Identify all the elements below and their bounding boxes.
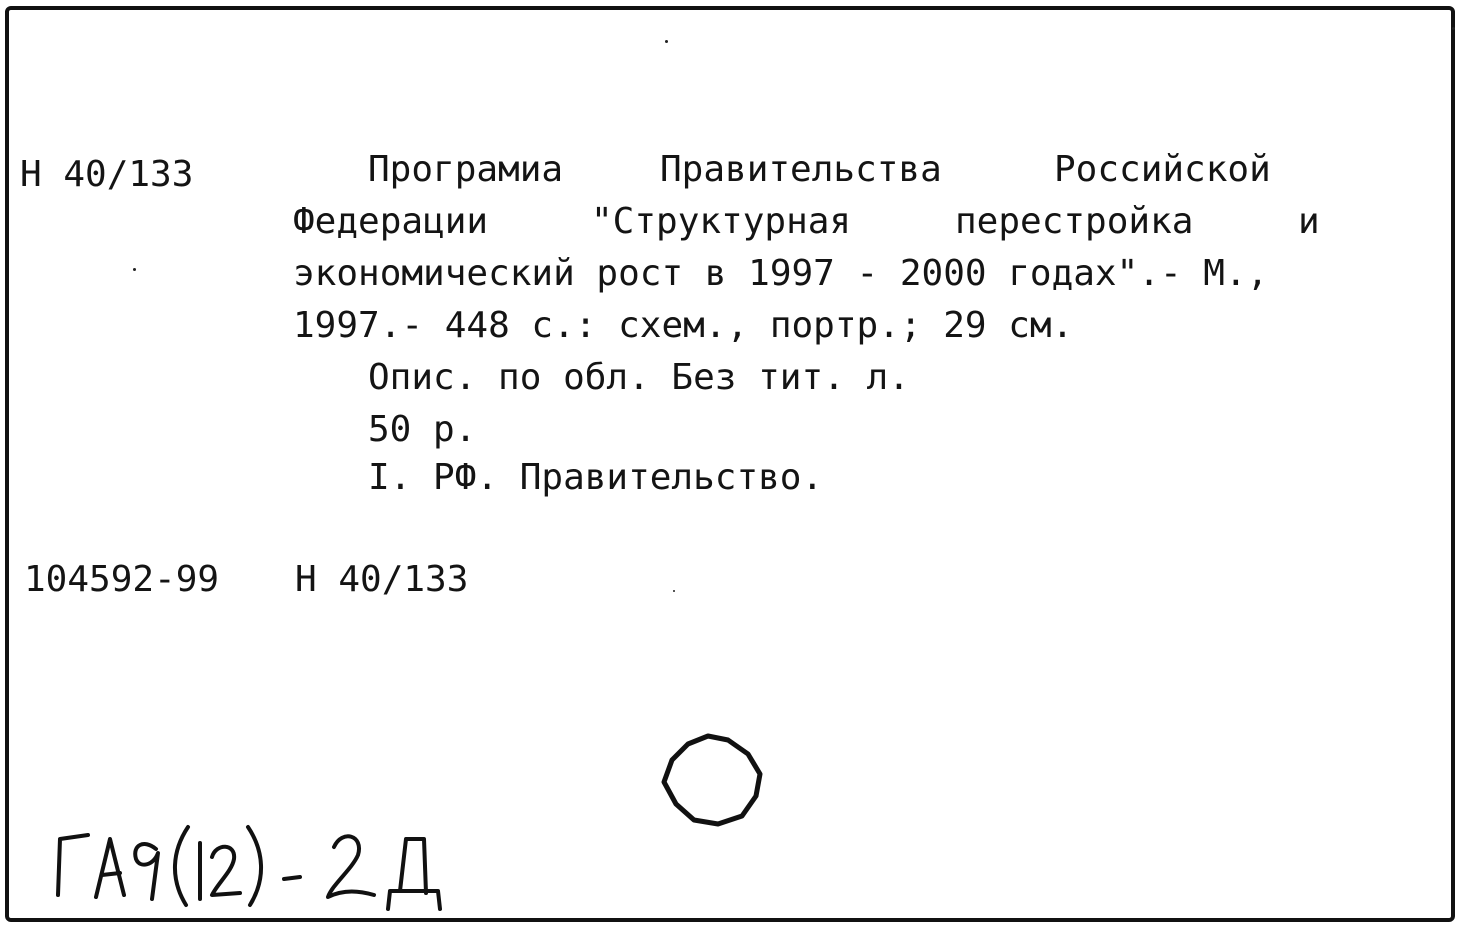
- punch-hole-icon: [660, 730, 770, 830]
- description-line-3: экономический рост в 1997 - 2000 годах".- М.,: [293, 253, 1269, 294]
- price: 50 р.: [368, 409, 477, 450]
- subject-heading: I. РФ. Правительство.: [368, 457, 824, 498]
- description-word: Российской: [1054, 149, 1271, 190]
- inventory-number: 104592-99: [24, 559, 220, 600]
- scan-speck: [133, 268, 136, 271]
- inventory-call-number: Н 40/133: [295, 559, 469, 600]
- description-word: Федерации: [293, 201, 489, 242]
- description-word: и: [1298, 201, 1320, 242]
- scan-speck: [673, 590, 675, 592]
- description-line-4: 1997.- 448 с.: схем., портр.; 29 см.: [293, 305, 1074, 346]
- scan-speck: [665, 40, 668, 43]
- description-word: "Структурная: [591, 201, 852, 242]
- handwritten-shelf-mark: [40, 805, 460, 915]
- description-word: перестройка: [955, 201, 1194, 242]
- description-word: Програмиа: [368, 149, 564, 190]
- description-note: Опис. по обл. Без тит. л.: [368, 357, 910, 398]
- scan-speck: [1452, 27, 1455, 30]
- description-line-1: [368, 150, 1298, 190]
- description-word: Правительства: [660, 149, 942, 190]
- description-line-2: [293, 202, 1323, 242]
- call-number: Н 40/133: [20, 154, 194, 195]
